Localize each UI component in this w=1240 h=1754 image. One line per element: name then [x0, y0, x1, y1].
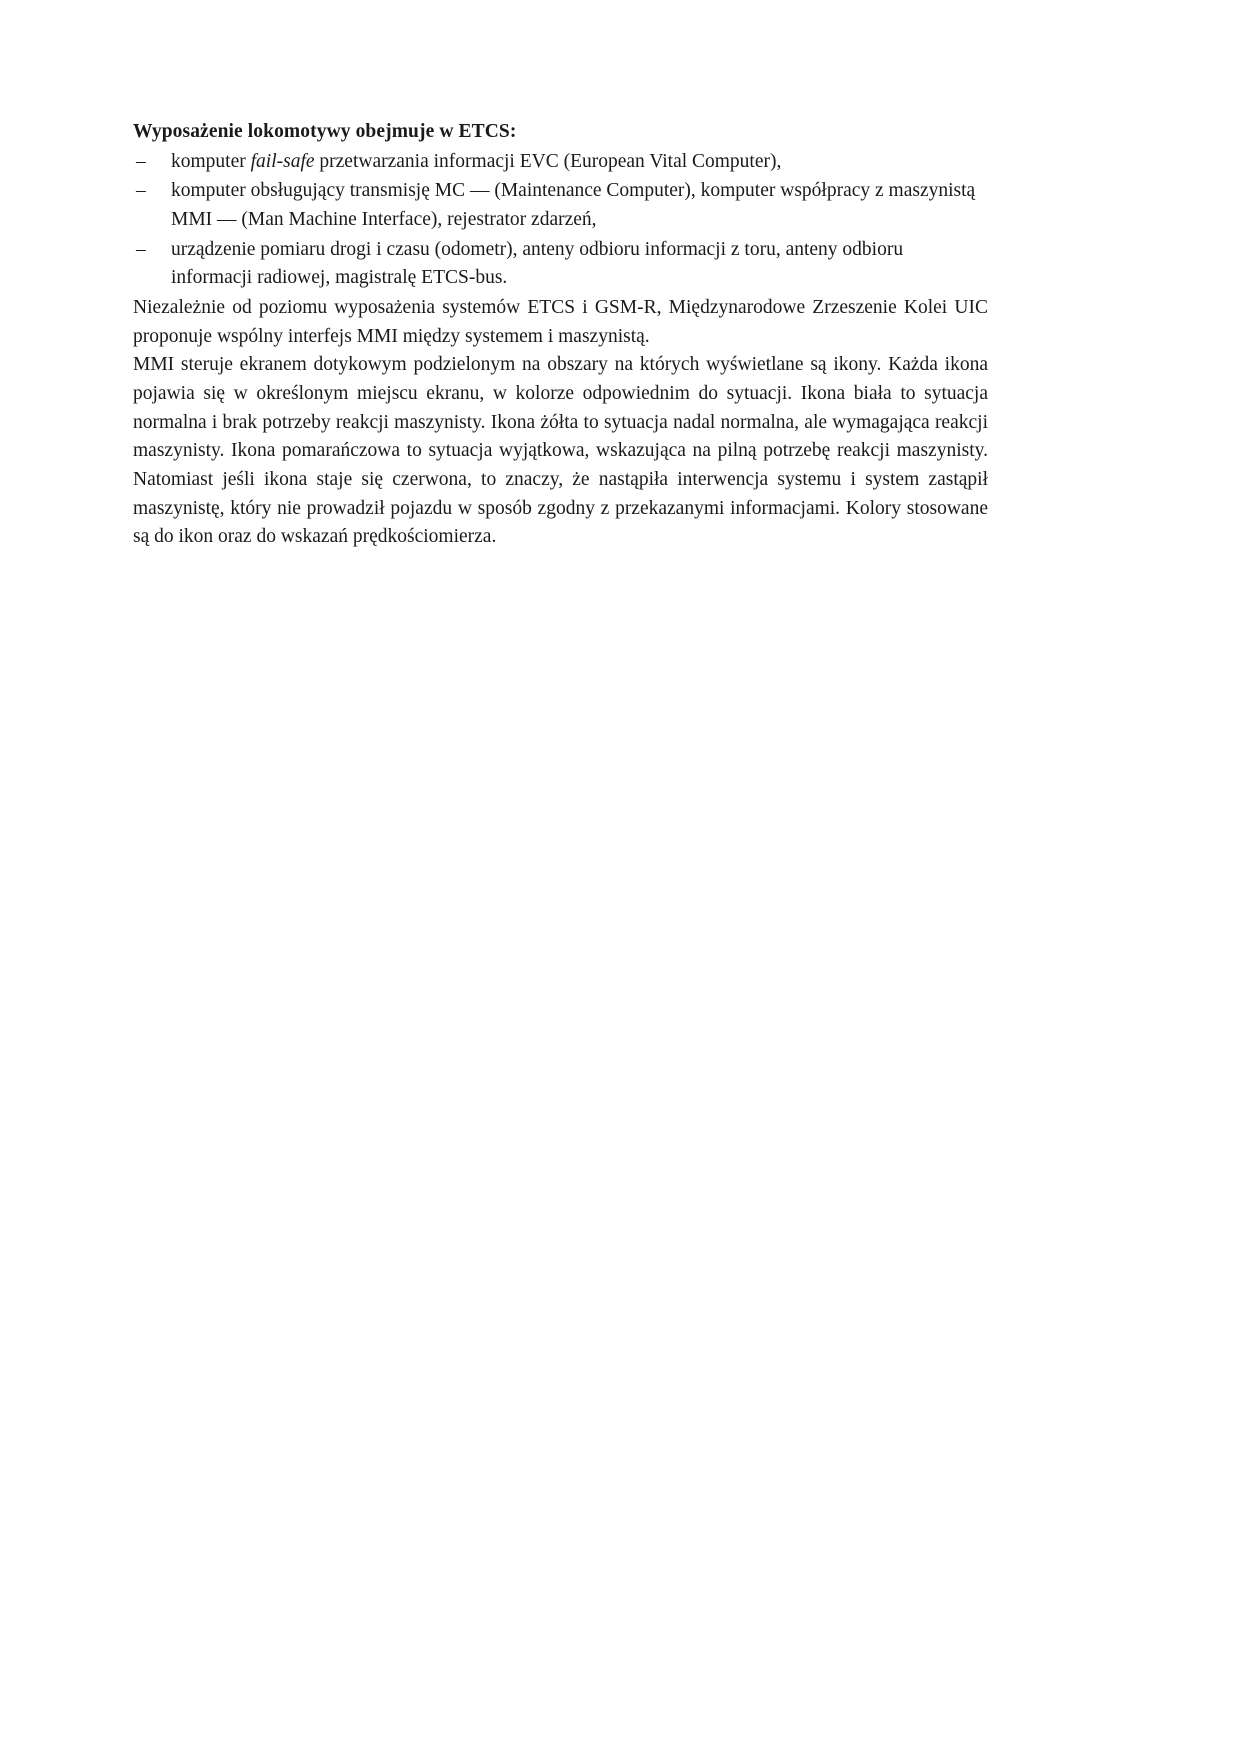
list-item-text-before: komputer obsługujący transmisję MC — (Maintenance Computer), komputer współpracy z maszynistą MMI — (Man Machine Interface), rejestrator zdarzeń, [171, 180, 976, 230]
list-item-text-before: komputer [171, 150, 251, 172]
list-item-text-before: urządzenie pomiaru drogi i czasu (odometr), anteny odbioru informacji z toru, anteny odbioru informacji radiowej, magistralę ETCS-bus. [171, 238, 904, 289]
list-item [133, 177, 988, 234]
list-item [133, 148, 988, 177]
page-title [133, 118, 988, 146]
equipment-list [133, 148, 988, 293]
paragraph-uic: Niezależnie od poziomu wyposażenia systemów ETCS i GSM-R, Międzynarodowe Zrzeszenie Kolei UIC proponuje wspólny interfejs MMI między systemem i maszynistą. [133, 296, 988, 347]
document-body [133, 118, 988, 552]
bullet-dash-icon: – [136, 238, 146, 260]
list-item-text-after: przetwarzania informacji EVC (European Vital Computer), [314, 150, 782, 172]
page-title-bold: Wyposażenie lokomotywy obejmuje w ETCS [133, 121, 510, 142]
paragraph-mmi: MMI steruje ekranem dotykowym podzielonym na obszary na których wyświetlane są ikony. Każda ikona pojawia się w określonym miejscu ekranu, w kolorze odpowiednim do sytuacji. Ikona biała to sytuacja normalna i brak potrzeby reakcji maszynisty. Ikona żółta to sytuacja nadal normalna, ale wymagająca reakcji maszynisty. Ikona pomarańczowa to sytuacja wyjątkowa, wskazująca na pilną potrzebę reakcji maszynisty. Natomiast jeśli ikona staje się czerwona, to znaczy, że nastąpiła interwencja systemu i system zastąpił maszynistę, który nie prowadził pojazdu w sposób zgodny z przekazanymi informacjami. Kolory stosowane są do ikon oraz do wskazań prędkościomierza. [133, 354, 988, 548]
bullet-dash-icon: – [136, 150, 146, 172]
list-item-text-italic: fail-safe [250, 150, 315, 172]
list-item [133, 236, 988, 293]
bullet-dash-icon: – [136, 180, 146, 202]
page-title-suffix: : [509, 121, 517, 142]
